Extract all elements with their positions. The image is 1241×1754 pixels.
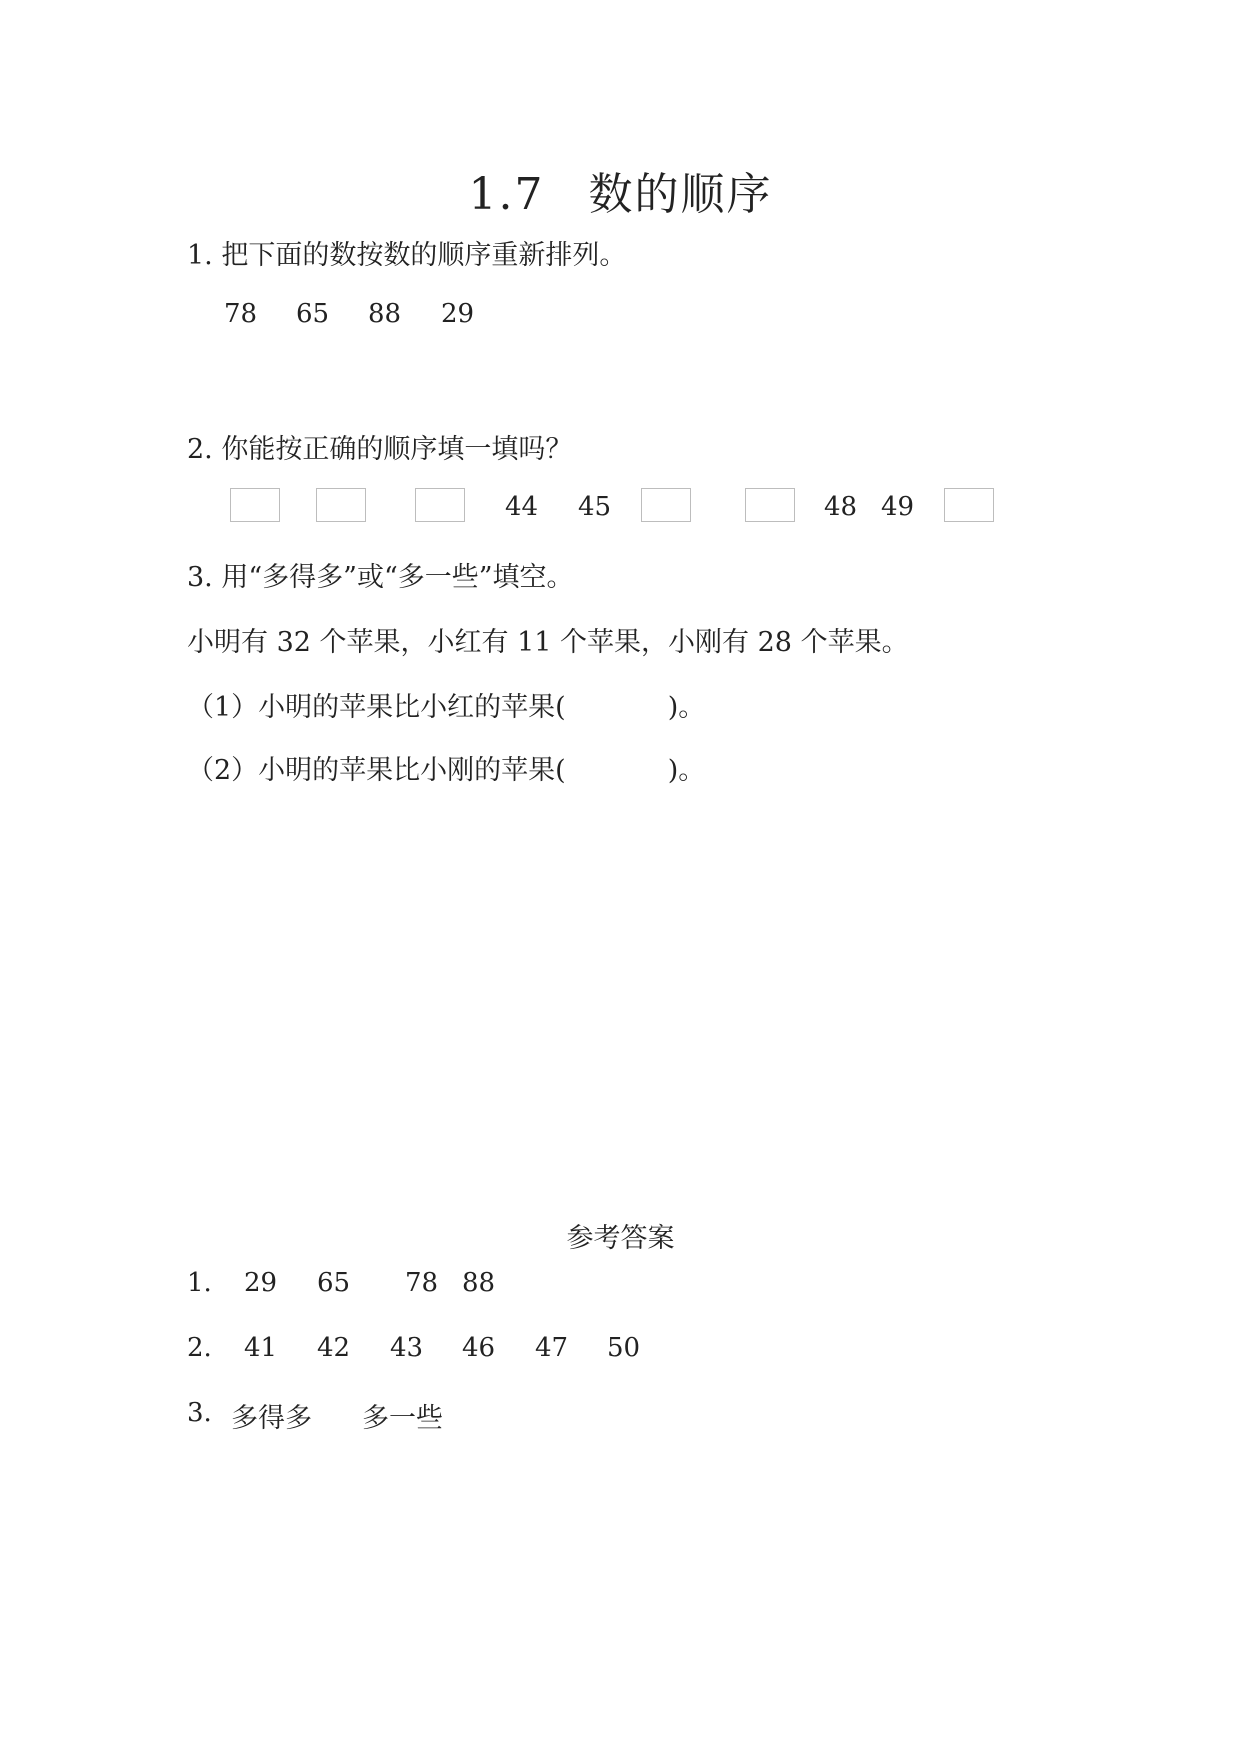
answer-box[interactable] — [230, 488, 280, 522]
answer-box[interactable] — [944, 488, 994, 522]
answer-box[interactable] — [745, 488, 795, 522]
q3-statement: 小明有 32 个苹果，小红有 11 个苹果，小刚有 28 个苹果。 — [187, 627, 909, 658]
answer-value: 多得多 — [231, 1403, 312, 1434]
answer-value: 88 — [462, 1268, 496, 1298]
q3-sub1-text: （1）小明的苹果比小红的苹果( — [187, 692, 566, 723]
sequence-number: 45 — [578, 492, 612, 522]
answer-value: 29 — [244, 1268, 278, 1298]
answer-value: 42 — [317, 1333, 351, 1363]
q1-number: 78 — [224, 299, 258, 329]
answer-box[interactable] — [316, 488, 366, 522]
answer-box[interactable] — [641, 488, 691, 522]
title-number: 1.7 — [468, 169, 545, 220]
q1-prompt: 1. 把下面的数按数的顺序重新排列。 — [187, 240, 627, 271]
answer-value: 78 — [405, 1268, 439, 1298]
answer-value: 50 — [607, 1333, 641, 1363]
q3-sub2-close: )。 — [667, 755, 706, 786]
sequence-number: 49 — [881, 492, 915, 522]
title-text: 数的顺序 — [588, 169, 773, 220]
q1-number: 65 — [296, 299, 330, 329]
answer-value: 多一些 — [362, 1403, 443, 1434]
answer-value: 65 — [317, 1268, 351, 1298]
page-title — [0, 158, 1241, 222]
sequence-number: 48 — [824, 492, 858, 522]
q3-prompt: 3. 用“多得多”或“多一些”填空。 — [187, 562, 574, 593]
q2-prompt: 2. 你能按正确的顺序填一填吗？ — [187, 434, 573, 465]
answer-value: 46 — [462, 1333, 496, 1363]
answer-value: 41 — [244, 1333, 278, 1363]
answer-heading: 参考答案 — [566, 1223, 675, 1254]
q3-sub2-text: （2）小明的苹果比小刚的苹果( — [187, 755, 566, 786]
answer-value: 47 — [535, 1333, 569, 1363]
q1-number: 29 — [441, 299, 475, 329]
answer-value: 43 — [390, 1333, 424, 1363]
q3-sub1-close: )。 — [667, 692, 706, 723]
q1-number: 88 — [368, 299, 402, 329]
q3-sub2 — [187, 748, 705, 787]
answer-label: 2. — [187, 1333, 212, 1363]
sequence-number: 44 — [505, 492, 539, 522]
answer-label: 3. — [187, 1398, 212, 1428]
answer-box[interactable] — [415, 488, 465, 522]
answer-label: 1. — [187, 1268, 212, 1298]
q3-sub1 — [187, 685, 705, 724]
